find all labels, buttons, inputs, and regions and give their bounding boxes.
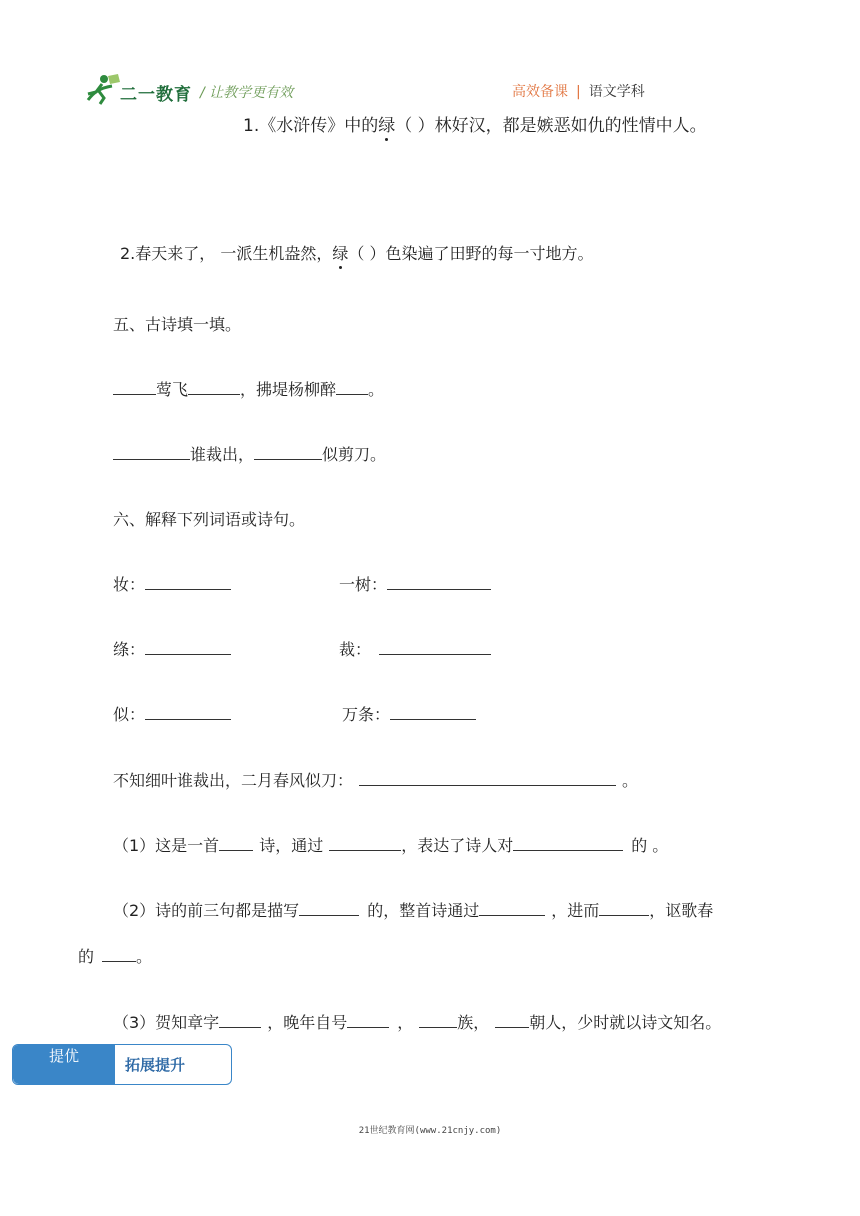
text: 朝人，少时就以诗文知名。 (529, 1013, 722, 1032)
blank[interactable] (113, 380, 156, 395)
text: 的 。 (631, 836, 669, 855)
word-item (339, 575, 491, 595)
text: ，进而 (551, 901, 600, 920)
text: （1）这是一首 (113, 836, 220, 855)
blank[interactable] (145, 575, 231, 590)
header-category: 高效备课 (512, 84, 568, 100)
question-2 (120, 244, 593, 264)
blank[interactable] (113, 445, 190, 460)
logo (82, 72, 192, 106)
word-item (339, 640, 491, 660)
poem-text: 。 (622, 771, 639, 790)
word-label: 一树： (339, 575, 388, 594)
poem-text: 莺飞 (156, 380, 189, 399)
blank[interactable] (145, 705, 231, 720)
runner-logo-icon (82, 72, 122, 106)
sub-question-3 (113, 1013, 721, 1033)
blank[interactable] (359, 771, 616, 786)
poem-text: 谁裁出， (190, 445, 255, 464)
header-right (512, 81, 645, 101)
text: ，表达了诗人对 (401, 836, 514, 855)
text: （3）贺知章字 (113, 1013, 220, 1032)
poem-text: ，拂堤杨柳醉 (240, 380, 337, 399)
q2-dotted-char: 绿 (332, 244, 349, 263)
blank[interactable] (329, 836, 401, 851)
blank[interactable] (254, 445, 322, 460)
text: （2）诗的前三句都是描写 (113, 901, 300, 920)
badge-left-label: 提优 (49, 1047, 80, 1065)
poem-explain-line (113, 771, 638, 791)
badge-left (13, 1045, 115, 1084)
text: 。 (136, 947, 153, 966)
text: ，晚年自号 (267, 1013, 348, 1032)
word-item (342, 705, 476, 725)
question-1 (243, 116, 707, 136)
sub-question-2-cont (78, 947, 152, 967)
badge-right-label: 拓展提升 (125, 1056, 186, 1074)
word-item (113, 705, 231, 725)
q1-text-2: （ ）林好汉，都是嫉恶如仇的性情中人。 (395, 116, 707, 136)
poem-line-1 (113, 380, 384, 400)
slogan: / 让教学更有效 (200, 85, 294, 101)
blank[interactable] (379, 640, 491, 655)
text: 族， (457, 1013, 490, 1032)
word-label: 裁： (339, 640, 372, 659)
sub-question-2 (113, 901, 713, 921)
blank[interactable] (219, 1013, 261, 1028)
blank[interactable] (479, 901, 545, 916)
logo-text: 二一教育 (120, 85, 192, 105)
footer: 21世纪教育网(www.21cnjy.com) (358, 1126, 502, 1136)
header-subject: 语文学科 (588, 84, 645, 100)
section-5-title: 五、古诗填一填。 (113, 315, 242, 334)
q2-text-2: （ ）色染遍了田野的每一寸地方。 (348, 244, 594, 263)
text: 诗，通过 (259, 836, 324, 855)
text: 的 (78, 947, 95, 966)
blank[interactable] (599, 901, 649, 916)
poem-text: 。 (368, 380, 385, 399)
text: ，讴歌春 (649, 901, 714, 920)
text: ， (397, 1013, 414, 1032)
word-label: 万条： (342, 705, 391, 724)
blank[interactable] (387, 575, 491, 590)
poem-text: 似剪刀。 (322, 445, 387, 464)
section-badge (12, 1044, 232, 1085)
word-label: 妆： (113, 575, 146, 594)
sub-question-1 (113, 836, 668, 856)
blank[interactable] (419, 1013, 457, 1028)
blank[interactable] (336, 380, 368, 395)
blank[interactable] (495, 1013, 529, 1028)
word-item (113, 640, 231, 660)
blank[interactable] (188, 380, 240, 395)
q1-text: 1.《水浒传》中的 (243, 116, 379, 136)
blank[interactable] (299, 901, 359, 916)
poem-line-text: 不知细叶谁裁出，二月春风似刀： (113, 771, 354, 790)
poem-line-2 (113, 445, 386, 465)
word-label: 似： (113, 705, 146, 724)
q1-dotted-char: 绿 (378, 116, 396, 136)
blank[interactable] (102, 947, 136, 962)
text: 的，整首诗通过 (367, 901, 480, 920)
blank[interactable] (390, 705, 476, 720)
blank[interactable] (513, 836, 623, 851)
word-label: 绦： (113, 640, 146, 659)
word-item (113, 575, 231, 595)
q2-text: 2.春天来了， 一派生机盎然， (120, 244, 333, 263)
blank[interactable] (145, 640, 231, 655)
blank[interactable] (347, 1013, 389, 1028)
section-6-title: 六、解释下列词语或诗句。 (113, 510, 306, 529)
blank[interactable] (219, 836, 253, 851)
header-separator: | (576, 84, 581, 100)
